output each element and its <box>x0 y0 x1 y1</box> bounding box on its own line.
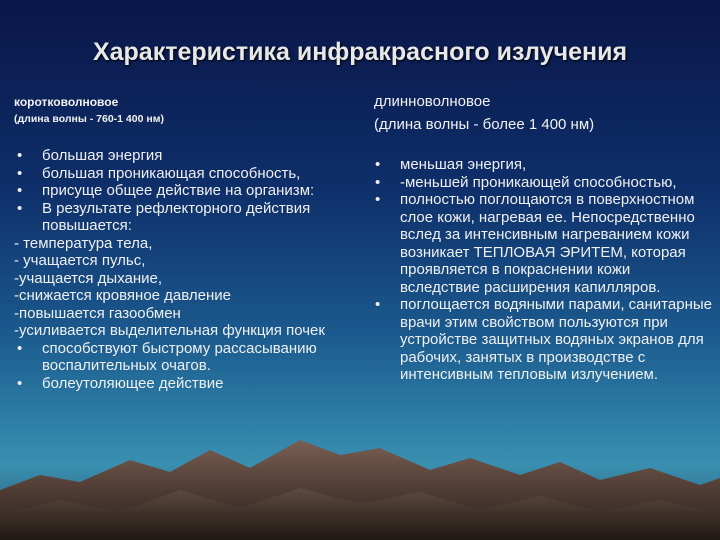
slide-title: Характеристика инфракрасного излучения <box>92 38 628 66</box>
list-item: • большая энергия <box>14 147 344 165</box>
list-item: • болеутоляющее действие <box>14 375 344 393</box>
list-item: • В результате рефлекторного действия повышается: <box>14 200 344 235</box>
left-list <box>14 147 344 392</box>
mountains-background <box>0 420 720 540</box>
list-item: • меньшая энергия, <box>372 156 712 174</box>
list-item: - температура тела, <box>14 234 153 252</box>
list-item: • способствуют быстрому рассасыванию воспалительных очагов. <box>14 340 344 375</box>
right-subheading: (длина волны - более 1 400 нм) <box>374 116 595 133</box>
right-heading: длинноволновое <box>374 93 491 110</box>
list-item: • поглощается водяными парами, санитарные врачи этим свойством пользуются при устройстве защитных водяных экранов для рабочих, занятых в производстве с интенсивным тепловым излучением. <box>372 296 712 384</box>
left-heading: коротковолновое <box>14 95 119 109</box>
list-item: • большая проникающая способность, <box>14 165 344 183</box>
list-item: - учащается пульс, <box>14 252 146 269</box>
list-item: -усиливается выделительная функция почек <box>14 322 325 339</box>
list-item: • полностью поглощаются в поверхностном слое кожи, нагревая ее. Непосредственно вслед за интенсивным нагреванием кожи возникает ТЕПЛОВАЯ ЭРИТЕМ, которая проявляется в покраснении кожи вследствие расширения капилляров. <box>372 191 712 296</box>
right-list <box>372 156 712 384</box>
left-subheading: (длина волны - 760-1 400 нм) <box>14 113 164 125</box>
list-item: • присуще общее действие на организм: <box>14 182 344 200</box>
list-item: -повышается газообмен <box>14 304 181 322</box>
list-item: • -меньшей проникающей способностью, <box>372 174 712 192</box>
list-item: -снижается кровяное давление <box>14 287 231 304</box>
list-item: -учащается дыхание, <box>14 269 163 287</box>
